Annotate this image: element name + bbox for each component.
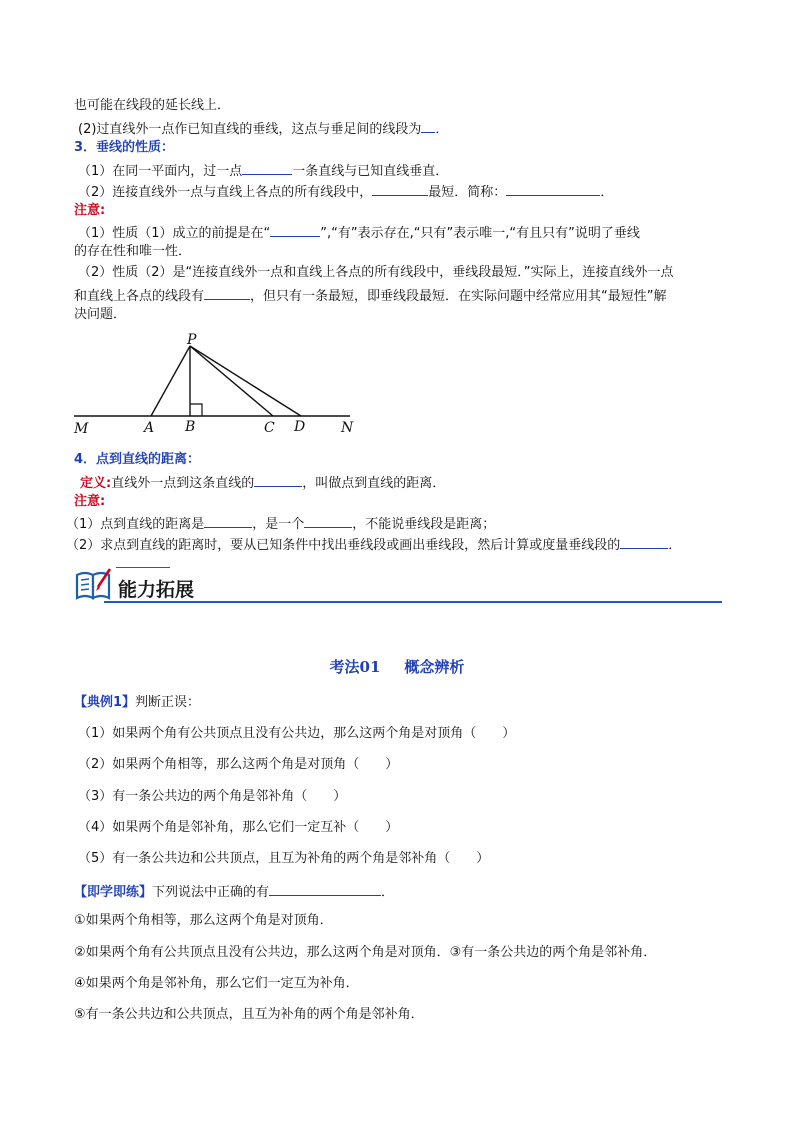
segment-pd <box>190 346 301 416</box>
text-line: （1）在同一平面内，过一点 一条直线与已知直线垂直． <box>78 160 448 181</box>
practice-item: ④如果两个角是邻补角，那么它们一定互为补角． <box>74 976 359 991</box>
text-line: （2）连接直线外一点与直线上各点的所有线段中， 最短．简称： ． <box>78 181 613 202</box>
answer-blank[interactable] <box>620 534 668 549</box>
text-line: 决问题． <box>74 307 127 322</box>
heading-point-line-distance: 4．点到直线的距离： <box>74 452 201 467</box>
right-angle-mark <box>190 404 202 416</box>
answer-blank[interactable] <box>372 181 428 196</box>
label-b: B <box>185 419 196 435</box>
segment-pa <box>151 346 190 416</box>
decorative-rule <box>116 567 170 568</box>
text-line: 和直线上各点的线段有 ，但只有一条最短，即垂线段最短．在实际问题中经常应用其“最短性”解 <box>74 285 667 306</box>
method-name: 概念辨析 <box>404 658 465 676</box>
example-heading: 【典例1】判断正误： <box>74 695 201 710</box>
practice-item: ①如果两个角相等，那么这两个角是对顶角． <box>74 913 333 928</box>
answer-blank[interactable] <box>204 285 250 300</box>
label-m: M <box>74 421 89 437</box>
example-item: （3）有一条公共边的两个角是邻补角（ ） <box>78 789 347 804</box>
answer-blank[interactable] <box>204 513 252 528</box>
answer-blank[interactable] <box>269 881 381 896</box>
answer-blank[interactable] <box>270 222 320 237</box>
text-line: 定义:直线外一点到这条直线的 ，叫做点到直线的距离． <box>80 472 445 493</box>
practice-heading: 【即学即练】下列说法中正确的有 ． <box>74 881 394 902</box>
note-label: 注意: <box>74 203 106 218</box>
heading-perpendicular-properties: 3．垂线的性质： <box>74 140 175 155</box>
label-n: N <box>341 420 354 436</box>
example-item: （1）如果两个角有公共顶点且没有公共边，那么这两个角是对顶角（ ） <box>78 726 516 741</box>
practice-item: ⑤有一条公共边和公共顶点，且互为补角的两个角是邻补角． <box>74 1007 424 1022</box>
method-title <box>0 656 794 677</box>
section-underline <box>104 601 722 603</box>
text-line: （2）求点到直线的距离时，要从已知条件中找出垂线段或画出垂线段，然后计算或度量垂线段的 ． <box>66 534 681 555</box>
label-d: D <box>294 419 306 435</box>
book-pencil-icon <box>74 565 114 601</box>
answer-blank[interactable] <box>242 160 292 175</box>
label-a: A <box>144 420 155 436</box>
example-item: （4）如果两个角是邻补角，那么它们一定互补（ ） <box>78 820 399 835</box>
answer-blank[interactable] <box>506 181 600 196</box>
label-p: P <box>187 332 197 348</box>
answer-blank[interactable] <box>304 513 352 528</box>
practice-item: ②如果两个角有公共顶点且没有公共边，那么这两个角是对顶角．③有一条公共边的两个角是邻补角． <box>74 945 657 960</box>
text-line: 的存在性和唯一性． <box>74 244 192 259</box>
note-label: 注意: <box>74 494 106 509</box>
text-line: （1）点到直线的距离是 ，是一个 ，不能说垂线段是距离； <box>66 513 495 534</box>
section-header <box>74 563 722 605</box>
text-line: （2）性质（2）是“连接直线外一点和直线上各点的所有线段中，垂线段最短．”实际上，连接直线外一点 <box>78 265 674 280</box>
text-line: (2)过直线外一点作已知直线的垂线，这点与垂足间的线段为 ． <box>78 118 448 139</box>
text-line: （1）性质（1）成立的前提是在“ ”,“有”表示存在,“只有”表示唯一,“有且只有”说明了垂线 <box>78 222 640 243</box>
example-item: （2）如果两个角相等，那么这两个角是对顶角（ ） <box>78 757 399 772</box>
label-c: C <box>264 420 275 436</box>
section-title: 能力拓展 <box>118 579 195 601</box>
text-line: 也可能在线段的延长线上． <box>74 98 231 113</box>
perpendicular-segment-figure <box>60 330 370 442</box>
answer-blank[interactable] <box>254 472 302 487</box>
method-code: 考法01 <box>329 658 381 676</box>
answer-blank[interactable] <box>421 118 435 133</box>
example-item: （5）有一条公共边和公共顶点，且互为补角的两个角是邻补角（ ） <box>78 851 490 866</box>
